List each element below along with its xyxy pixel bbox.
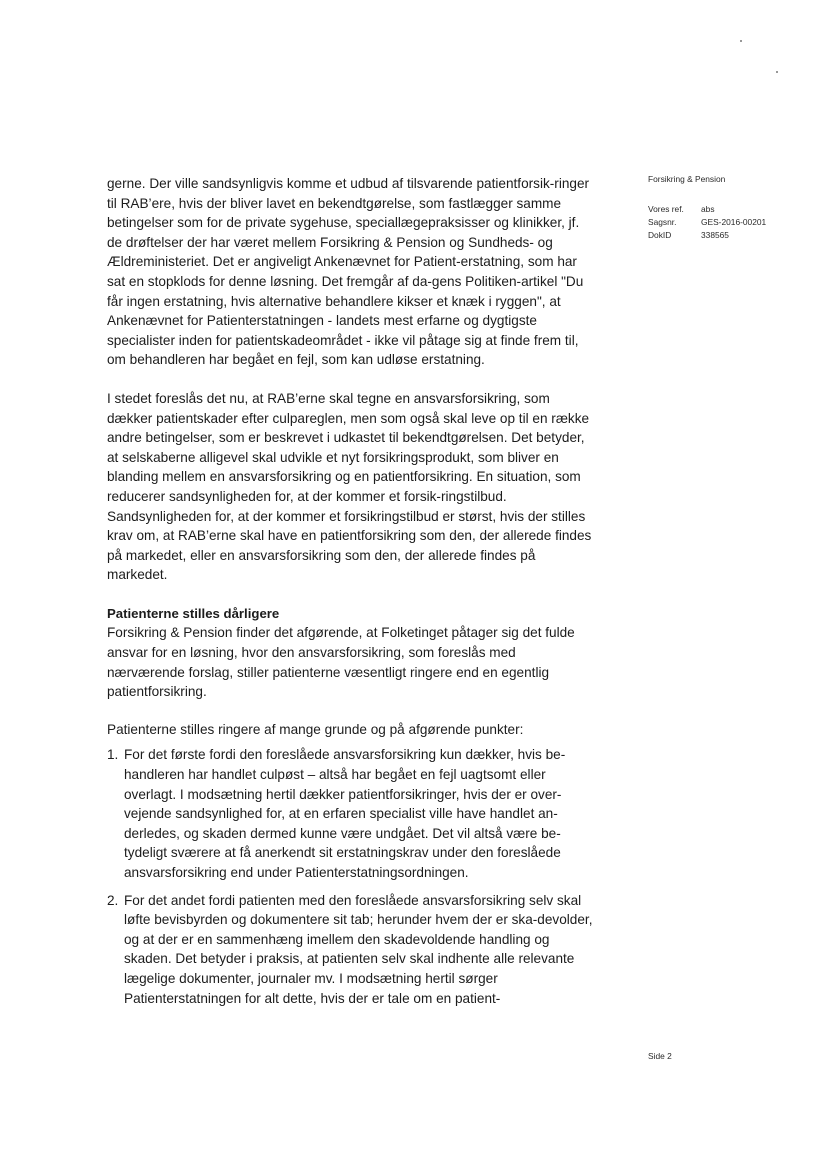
document-metadata-sidebar — [648, 173, 798, 242]
list-item — [107, 891, 597, 1009]
section-heading: Patienterne stilles dårligere — [107, 605, 280, 621]
list-item-number: 1. — [107, 747, 119, 763]
meta-label: Vores ref. — [648, 204, 684, 214]
meta-value: 338565 — [701, 230, 729, 240]
paragraph-ansvarsforsikring: I stedet foreslås det nu, at RAB’erne skal tegne en ansvarsforsikring, som dækker patientskader efter culpareglen, men som også skal leve op til en række andre betingelser, som er beskrevet i udkastet til bekendtgørelsen. Det betyder, at selskaberne alligevel skal udvikle et nyt forsikringsprodukt, som bliver en blanding mellem en ansvarsforsikring og en patientforsikring. En situation, som reducerer sandsynligheden for, at der kommer et forsik-ringstilbud. Sandsynligheden for, at der kommer et forsikringstilbud er størst, hvis der stilles krav om, at RAB’erne skal have en patientforsikring som den, der allerede findes på markedet, eller en ansvarsforsikring som den, der allerede findes på markedet. — [107, 390, 592, 583]
organization-name: Forsikring & Pension — [648, 174, 726, 184]
list-item-number: 2. — [107, 892, 119, 908]
page-number: Side 2 — [648, 1051, 672, 1061]
meta-value: GES-2016-00201 — [701, 217, 767, 227]
scan-speck — [776, 71, 778, 73]
list-item-text: For det første fordi den foreslåede ansvarsforsikring kun dækker, hvis be-handleren har handlet culpøst – altså har begået en fejl uagtsomt eller overlagt. I modsætning hertil dækker patientforsikringer, hvis der er over-vejende sandsynlighed for, at en erfaren specialist ville have handlet an-derledes, og skaden dermed kunne være undgået. Det vil altså være be-tydeligt sværere at få anerkendt sit erstatningskrav under den foreslåede ansvarsforsikring end under Patienterstatningsordningen. — [124, 747, 566, 880]
paragraph-continued: gerne. Der ville sandsynligvis komme et udbud af tilsvarende patientforsik-ringer til RAB’ere, hvis der bliver lavet en bekendtgørelse, som fastlægger samme betingelser som for de private sygehuse, speciallægepraksisser og klinikker, jf. de drøftelser der har været mellem Forsikring & Pension og Sundheds- og Ældreministeriet. Det er angiveligt Ankenævnet for Patient-erstatning, som har sat en stopklods for denne løsning. Det fremgår af da-gens Politiken-artikel "Du får ingen erstatning, hvis alternative behandlere kikser et knæk i ryggen", at Ankenævnet for Patienterstatningen - landets mest erfarne og dygtigste specialister inden for patientskadeområdet - ikke vil påtage sig at finde frem til, om behandleren har begået en fejl, som kan udløse erstatning. — [107, 176, 590, 368]
meta-row-case-number — [648, 216, 798, 229]
meta-row-doc-id — [648, 229, 798, 242]
meta-label: DokID — [648, 230, 672, 240]
paragraph-list-intro: Patienterne stilles ringere af mange grunde og på afgørende punkter: — [107, 721, 524, 737]
paragraph-folketinget: Forsikring & Pension finder det afgørende, at Folketinget påtager sig det fulde ansvar for en løsning, hvor den ansvarsforsikring, som foreslås med nærværende forslag, stiller patienterne væsentligt ringere end en egentlig patientforsikring. — [107, 625, 575, 700]
meta-row-ref — [648, 203, 798, 216]
main-text-column — [107, 174, 597, 1016]
list-item-text: For det andet fordi patienten med den foreslåede ansvarsforsikring selv skal løfte bevisbyrden og dokumentere sit tab; herunder hvem der er ska-devolder, og at der er en sammenhæng imellem den skadevoldende handling og skaden. Det betyder i praksis, at patienten selv skal indhente alle relevante lægelige dokumenter, journaler mv. I modsætning hertil sørger Patienterstatningen for alt dette, hvis der er tale om en patient- — [124, 892, 593, 1006]
meta-value: abs — [701, 204, 715, 214]
scan-speck — [740, 40, 742, 42]
list-item — [107, 745, 597, 882]
numbered-list — [107, 745, 597, 1008]
meta-label: Sagsnr. — [648, 217, 677, 227]
